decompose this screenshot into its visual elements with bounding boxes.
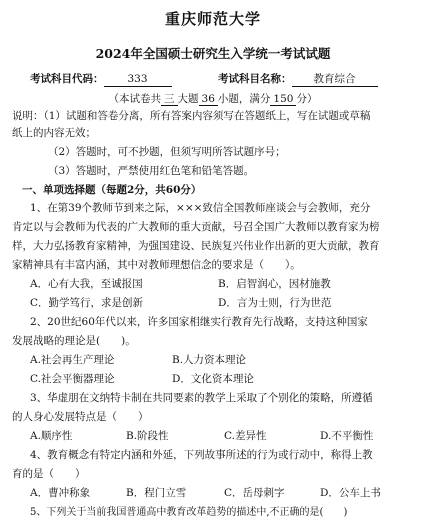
subject-name-row [218, 71, 378, 87]
question-1-line-1: 1、在第39个教师节到来之际，×××致信全国教师座谈会与会教师，充分 [30, 202, 371, 214]
subject-code-label: 考试科目代码： [30, 73, 104, 85]
subject-name-value: 教育综合 [292, 73, 378, 87]
question-1-option-d: D．言为士则，行为世范 [218, 297, 332, 309]
question-4-option-c: C．岳母刺字 [224, 487, 285, 499]
question-3-option-d: D.不平衡性 [320, 430, 374, 442]
question-1-line-3: 样，大力弘扬教育家精神，为强国建设、民族复兴伟业作出新的更大贡献，教育 [12, 240, 380, 252]
instruction-text: （1）试题和答卷分离，所有答案内容须写在答题纸上，写在试题或草稿 [43, 110, 371, 122]
question-4-option-a: A．曹冲称象 [30, 487, 91, 499]
subject-code-value: 333 [104, 73, 172, 87]
question-1-option-a: A．心有大我，至诚报国 [30, 278, 143, 290]
section-count: 三 [161, 93, 178, 106]
question-4-option-b: B．程门立雪 [126, 487, 187, 499]
meta-text: 分） [296, 93, 318, 105]
question-2-line-1: 2、20世纪60年代以来，许多国家相继实行教育先行战略，支持这种国家 [30, 316, 368, 328]
question-2-option-c: C.社会平衡器理论 [30, 373, 115, 385]
question-5-line-1: 5、下列关于当前我国普通高中教育改革趋势的描述中,不正确的是( ) [30, 507, 348, 518]
question-4-option-d: D．公车上书 [320, 487, 381, 499]
instruction-2: （2）答题时，可不抄题，但须写明所答试题序号； [48, 146, 286, 158]
instruction-3: （3）答题时，严禁使用红色笔和铅笔答题。 [48, 165, 255, 177]
question-2-line-2: 发展战略的理论是( )。 [12, 335, 136, 347]
question-4-line-1: 4、教育概念有特定内涵和外延，下列故事所述的行为或行动中，称得上教 [30, 449, 373, 461]
meta-text: 大题 [177, 93, 199, 105]
question-3-option-b: B.阶段性 [126, 430, 169, 442]
question-4-line-2: 育的是（ ） [12, 468, 86, 480]
instructions-label: 说明： [12, 110, 44, 122]
question-1-option-b: B．启智润心，因材施教 [218, 278, 331, 290]
subject-code-row [30, 71, 172, 87]
question-count: 36 [199, 93, 218, 106]
question-2-option-b: B.人力资本理论 [172, 354, 247, 366]
question-1-line-4: 家精神具有丰富内涵，其中对教师理想信念的要求是（ ）。 [12, 259, 301, 271]
full-score: 150 [270, 93, 296, 106]
meta-text: 小题，满分 [217, 93, 271, 105]
exam-title: 2024年全国硕士研究生入学统一考试试题 [95, 46, 331, 61]
instruction-1-cont: 纸上的内容无效； [12, 127, 96, 139]
question-3-line-2: 的人身心发展特点是（ ） [12, 411, 149, 423]
section-1-title: 一、单项选择题（每题2分，共60分） [22, 184, 202, 196]
question-3-option-c: C.差异性 [224, 430, 267, 442]
question-3-line-1: 3、华虚朋在文纳特卡制在共同要素的教学上采取了个别化的策略，所遵循 [30, 392, 373, 404]
paper-meta [0, 91, 426, 106]
university-name: 重庆师范大学 [164, 10, 261, 28]
question-2-option-d: D．文化资本理论 [172, 373, 254, 385]
question-1-option-c: C．勤学笃行，求是创新 [30, 297, 144, 309]
subject-name-label: 考试科目名称： [218, 73, 292, 85]
question-3-option-a: A.顺序性 [30, 430, 73, 442]
meta-text: （本试卷共 [108, 93, 162, 105]
question-2-option-a: A.社会再生产理论 [30, 354, 115, 366]
question-1-line-2: 肯定以与会教师为代表的广大教师的重大贡献，号召全国广大教师以教育家为榜 [12, 221, 380, 233]
instruction-1 [12, 108, 370, 123]
